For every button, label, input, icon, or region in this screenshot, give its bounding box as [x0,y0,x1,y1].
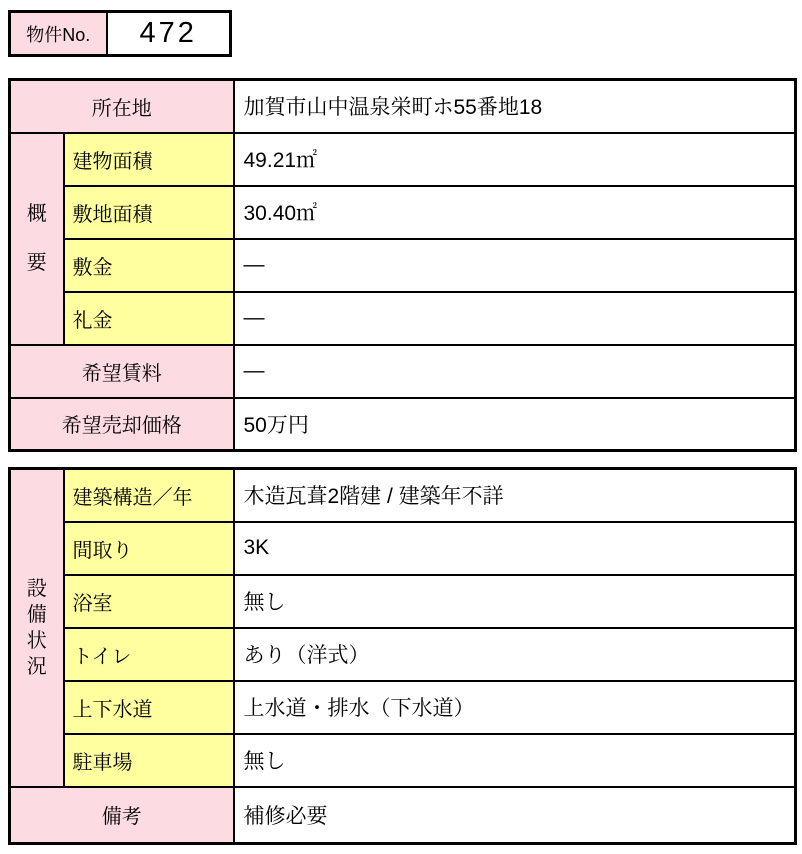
overview-table [8,78,797,452]
water-sewage-value: 上水道・排水（下水道） [234,681,796,734]
property-number-row [10,12,231,56]
overview-group-label-text: 概要 [26,202,47,274]
key-money-label: 礼金 [64,292,234,345]
key-money-value: — [234,292,796,345]
location-label: 所在地 [10,80,234,133]
row-desired-sale-price [10,398,796,451]
desired-sale-price-value: 50万円 [234,398,796,451]
toilet-label: トイレ [64,628,234,681]
table-gap [8,452,794,467]
parking-label: 駐車場 [64,734,234,787]
facilities-table [8,467,797,845]
land-area-label: 敷地面積 [64,186,234,239]
facilities-group-label [10,469,64,787]
floor-plan-value: 3K [234,522,796,575]
desired-rent-label: 希望賃料 [10,345,234,398]
floor-plan-label: 間取り [64,522,234,575]
parking-value: 無し [234,734,796,787]
building-area-value: 49.21㎡ [234,133,796,186]
structure-year-value: 木造瓦葺2階建 / 建築年不詳 [234,469,796,522]
row-key-money [10,292,796,345]
row-location [10,80,796,133]
land-area-value: 30.40㎡ [234,186,796,239]
remarks-value: 補修必要 [234,787,796,844]
row-structure-year [10,469,796,522]
remarks-label: 備考 [10,787,234,844]
bathroom-label: 浴室 [64,575,234,628]
row-floor-plan [10,522,796,575]
deposit-value: — [234,239,796,292]
water-sewage-label: 上下水道 [64,681,234,734]
structure-year-label: 建築構造／年 [64,469,234,522]
overview-group-label [10,133,64,345]
toilet-value: あり（洋式） [234,628,796,681]
row-toilet [10,628,796,681]
row-land-area [10,186,796,239]
facilities-group-label-text: 設備状況 [26,577,47,678]
row-parking [10,734,796,787]
property-number-box [8,10,232,57]
row-deposit [10,239,796,292]
bathroom-value: 無し [234,575,796,628]
row-desired-rent [10,345,796,398]
row-water-sewage [10,681,796,734]
row-building-area [10,133,796,186]
property-number-value: 472 [107,12,231,56]
row-remarks [10,787,796,844]
building-area-label: 建物面積 [64,133,234,186]
property-number-label: 物件No. [10,12,107,56]
desired-sale-price-label: 希望売却価格 [10,398,234,451]
deposit-label: 敷金 [64,239,234,292]
location-value: 加賀市山中温泉栄町ホ55番地18 [234,80,796,133]
row-bathroom [10,575,796,628]
desired-rent-value: — [234,345,796,398]
